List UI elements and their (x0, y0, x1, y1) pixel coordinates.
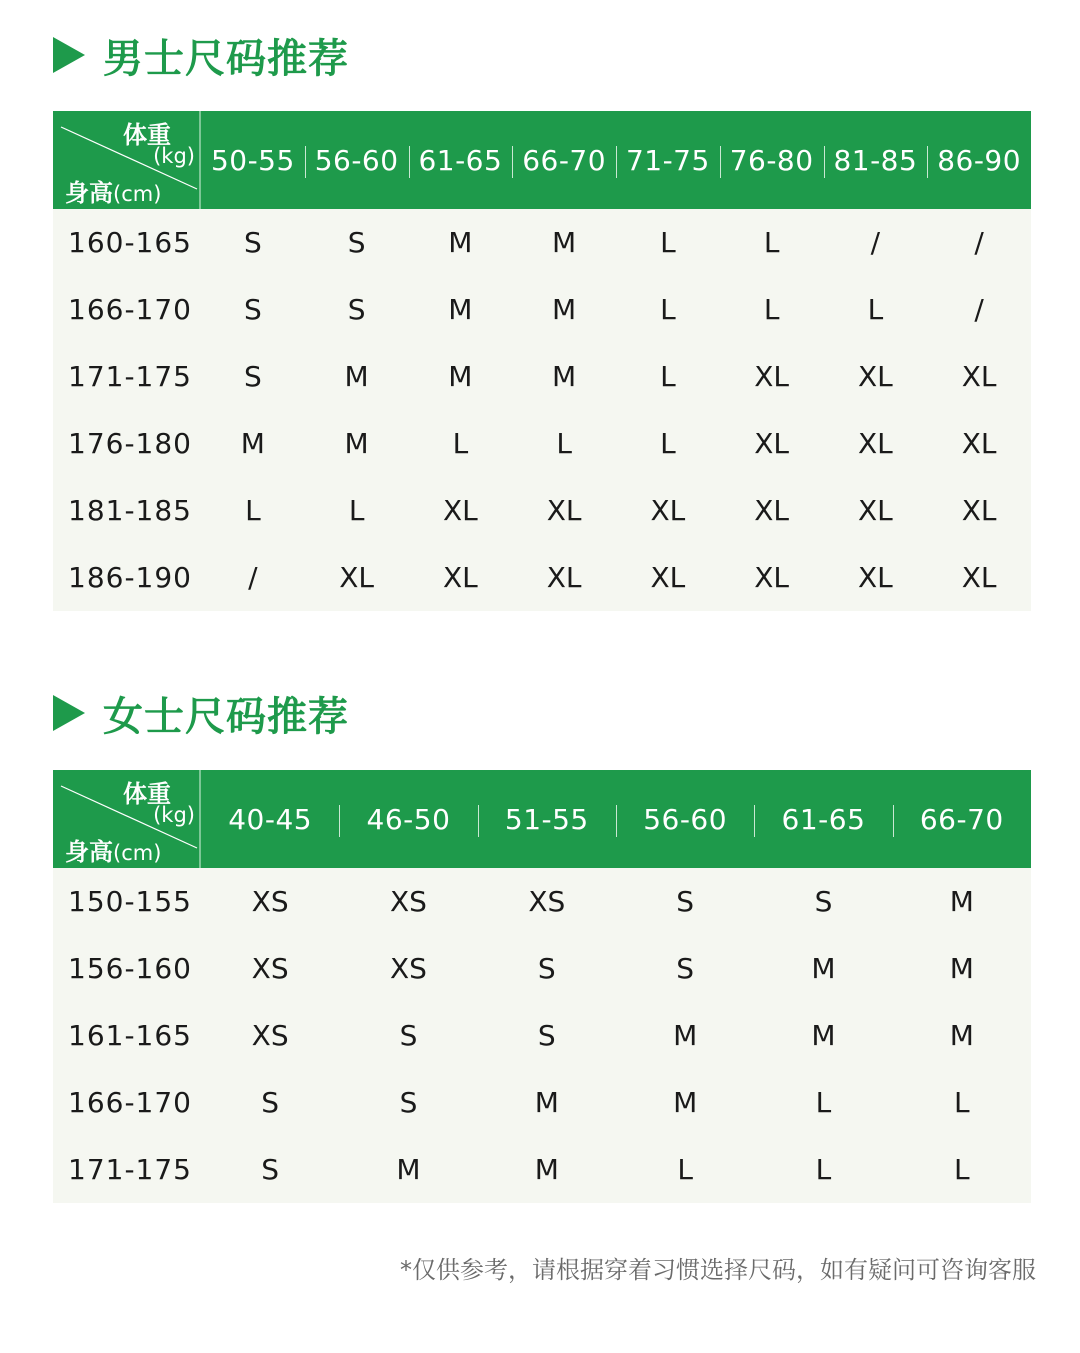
size-cells (201, 226, 1031, 259)
height-range-cell: 171-175 (68, 1153, 192, 1186)
height-range-cell: 160-165 (68, 226, 192, 259)
size-cell: M (949, 952, 974, 985)
size-cell: XL (857, 561, 893, 594)
size-cell: XS (528, 885, 566, 918)
height-unit: (cm) (113, 182, 162, 206)
size-cell: S (399, 1086, 418, 1119)
weight-range-header: 66-70 (512, 144, 616, 177)
weight-range-header: 56-60 (305, 144, 409, 177)
weight-range-header: 50-55 (210, 143, 295, 177)
size-cell: XL (857, 494, 893, 527)
size-table-women (53, 770, 1031, 1203)
size-cell: M (344, 360, 369, 393)
size-cell: S (261, 1153, 280, 1186)
weight-range-header: 61-65 (409, 144, 513, 177)
size-cell: XS (390, 885, 427, 918)
size-cell: XL (442, 561, 478, 594)
weight-range-header: 66-70 (893, 803, 1031, 836)
size-cell: L (815, 1153, 832, 1186)
size-cell: M (240, 427, 265, 460)
table-row (53, 410, 1031, 477)
size-cells (201, 1019, 1031, 1052)
table-row (53, 343, 1031, 410)
size-cell: XL (650, 561, 686, 594)
weight-range-header: 56-60 (616, 803, 754, 836)
size-cell: XL (546, 494, 582, 527)
size-cells (201, 427, 1031, 460)
height-range-cell: 166-170 (68, 293, 192, 326)
size-cell: M (811, 1019, 836, 1052)
weight-range-header: 51-55 (478, 803, 616, 836)
size-cell: L (954, 1153, 970, 1186)
size-cell: L (763, 293, 780, 326)
size-cell: M (673, 1019, 698, 1052)
size-cell: XL (961, 427, 997, 460)
size-cell: M (552, 360, 577, 393)
size-cell: M (448, 293, 473, 326)
size-cell: L (867, 293, 884, 326)
size-cell: L (660, 226, 676, 259)
size-cell: XS (390, 952, 427, 985)
size-cells (201, 1153, 1031, 1186)
play-triangle-icon (53, 695, 85, 731)
table-row (53, 868, 1031, 935)
height-range-cell: 161-165 (68, 1019, 192, 1052)
size-cell: / (870, 226, 881, 259)
size-cell: L (452, 427, 469, 460)
size-cell: S (347, 226, 366, 259)
size-cell: L (954, 1086, 970, 1119)
size-cell: M (552, 226, 577, 259)
size-cell: S (537, 1019, 556, 1052)
disclaimer-note: *仅供参考，请根据穿着习惯选择尺码，如有疑问可咨询客服 (400, 1256, 1036, 1284)
size-cell: M (811, 952, 836, 985)
size-cell: M (673, 1086, 698, 1119)
size-cell: XL (961, 494, 997, 527)
table-row (53, 544, 1031, 611)
size-cell: M (949, 885, 974, 918)
size-cell: S (243, 360, 262, 393)
size-cell: M (534, 1086, 559, 1119)
size-cell: M (396, 1153, 421, 1186)
weight-range-header: 71-75 (616, 144, 720, 177)
height-range-cell: 150-155 (68, 885, 192, 918)
size-cell: L (815, 1086, 832, 1119)
size-cell: S (399, 1019, 418, 1052)
size-cell: L (348, 494, 365, 527)
size-cells (201, 494, 1031, 527)
corner-header-cell (53, 770, 201, 868)
weight-range-header: 76-80 (720, 144, 824, 177)
size-cells (201, 293, 1031, 326)
size-cells (201, 885, 1031, 918)
height-range-cell: 186-190 (68, 561, 192, 594)
table-row (53, 1069, 1031, 1136)
size-cell: XL (650, 494, 686, 527)
table-row (53, 935, 1031, 1002)
weight-unit: (kg) (153, 803, 195, 827)
size-cell: S (537, 952, 556, 985)
section-title-text: 女士尺码推荐 (103, 693, 349, 740)
table-row (53, 1136, 1031, 1203)
size-cell: XS (251, 952, 289, 985)
weight-label: 体重 (123, 121, 171, 149)
size-cell: XL (961, 360, 997, 393)
table-row (53, 209, 1031, 276)
section-title-text: 男士尺码推荐 (103, 35, 349, 82)
size-cell: M (448, 226, 473, 259)
table-header-row (53, 770, 1031, 868)
size-cell: S (243, 293, 262, 326)
weight-range-header: 81-85 (824, 144, 928, 177)
section-title-men (53, 30, 349, 80)
height-range-cell: 171-175 (68, 360, 192, 393)
size-cell: S (347, 293, 366, 326)
size-cell: / (974, 226, 984, 259)
weight-range-header: 46-50 (339, 803, 477, 836)
size-cell: S (243, 226, 262, 259)
weight-label: 体重 (123, 780, 171, 808)
height-range-cell: 176-180 (68, 427, 192, 460)
size-cell: L (660, 427, 676, 460)
size-cell: L (245, 494, 261, 527)
size-cell: S (814, 885, 833, 918)
size-cell: M (448, 360, 473, 393)
size-cell: / (974, 293, 984, 326)
size-cell: XL (857, 427, 893, 460)
weight-range-header: 86-90 (927, 144, 1031, 177)
size-cell: XL (961, 561, 997, 594)
size-cell: M (534, 1153, 559, 1186)
weight-unit: (kg) (153, 144, 195, 168)
table-row (53, 276, 1031, 343)
size-cell: L (763, 226, 780, 259)
size-cell: XL (754, 494, 790, 527)
height-label-group (65, 173, 161, 208)
size-cell: XL (339, 561, 375, 594)
play-triangle-icon (53, 37, 85, 73)
size-cell: XL (546, 561, 582, 594)
weight-range-headers (201, 111, 1031, 209)
size-cell: XS (251, 1019, 289, 1052)
size-cells (201, 360, 1031, 393)
size-cell: XL (754, 561, 790, 594)
size-cell: XL (442, 494, 478, 527)
section-title-women (53, 688, 349, 738)
weight-range-headers (201, 770, 1031, 868)
table-row (53, 477, 1031, 544)
table-row (53, 1002, 1031, 1069)
size-cell: M (552, 293, 577, 326)
size-table-men (53, 111, 1031, 611)
size-cell: XL (754, 427, 790, 460)
size-cell: L (660, 293, 676, 326)
height-range-cell: 156-160 (68, 952, 192, 985)
size-cell: XL (754, 360, 790, 393)
size-cell: S (676, 885, 695, 918)
weight-range-header: 61-65 (754, 803, 892, 836)
size-cell: XL (857, 360, 893, 393)
weight-range-header: 40-45 (228, 802, 313, 836)
height-label-group (65, 832, 161, 867)
height-range-cell: 181-185 (68, 494, 192, 527)
size-cell: S (261, 1086, 280, 1119)
table-header-row (53, 111, 1031, 209)
corner-header-cell (53, 111, 201, 209)
size-cells (201, 1086, 1031, 1119)
size-cells (201, 561, 1031, 594)
size-cell: L (677, 1153, 693, 1186)
size-cell: / (248, 561, 258, 594)
size-cells (201, 952, 1031, 985)
size-cell: XS (251, 885, 289, 918)
height-label: 身高 (65, 838, 113, 866)
size-cell: M (344, 427, 369, 460)
size-cell: L (556, 427, 572, 460)
size-cell: M (949, 1019, 974, 1052)
height-range-cell: 166-170 (68, 1086, 192, 1119)
size-cell: S (676, 952, 695, 985)
size-cell: L (660, 360, 676, 393)
height-label: 身高 (65, 179, 113, 207)
height-unit: (cm) (113, 841, 162, 865)
